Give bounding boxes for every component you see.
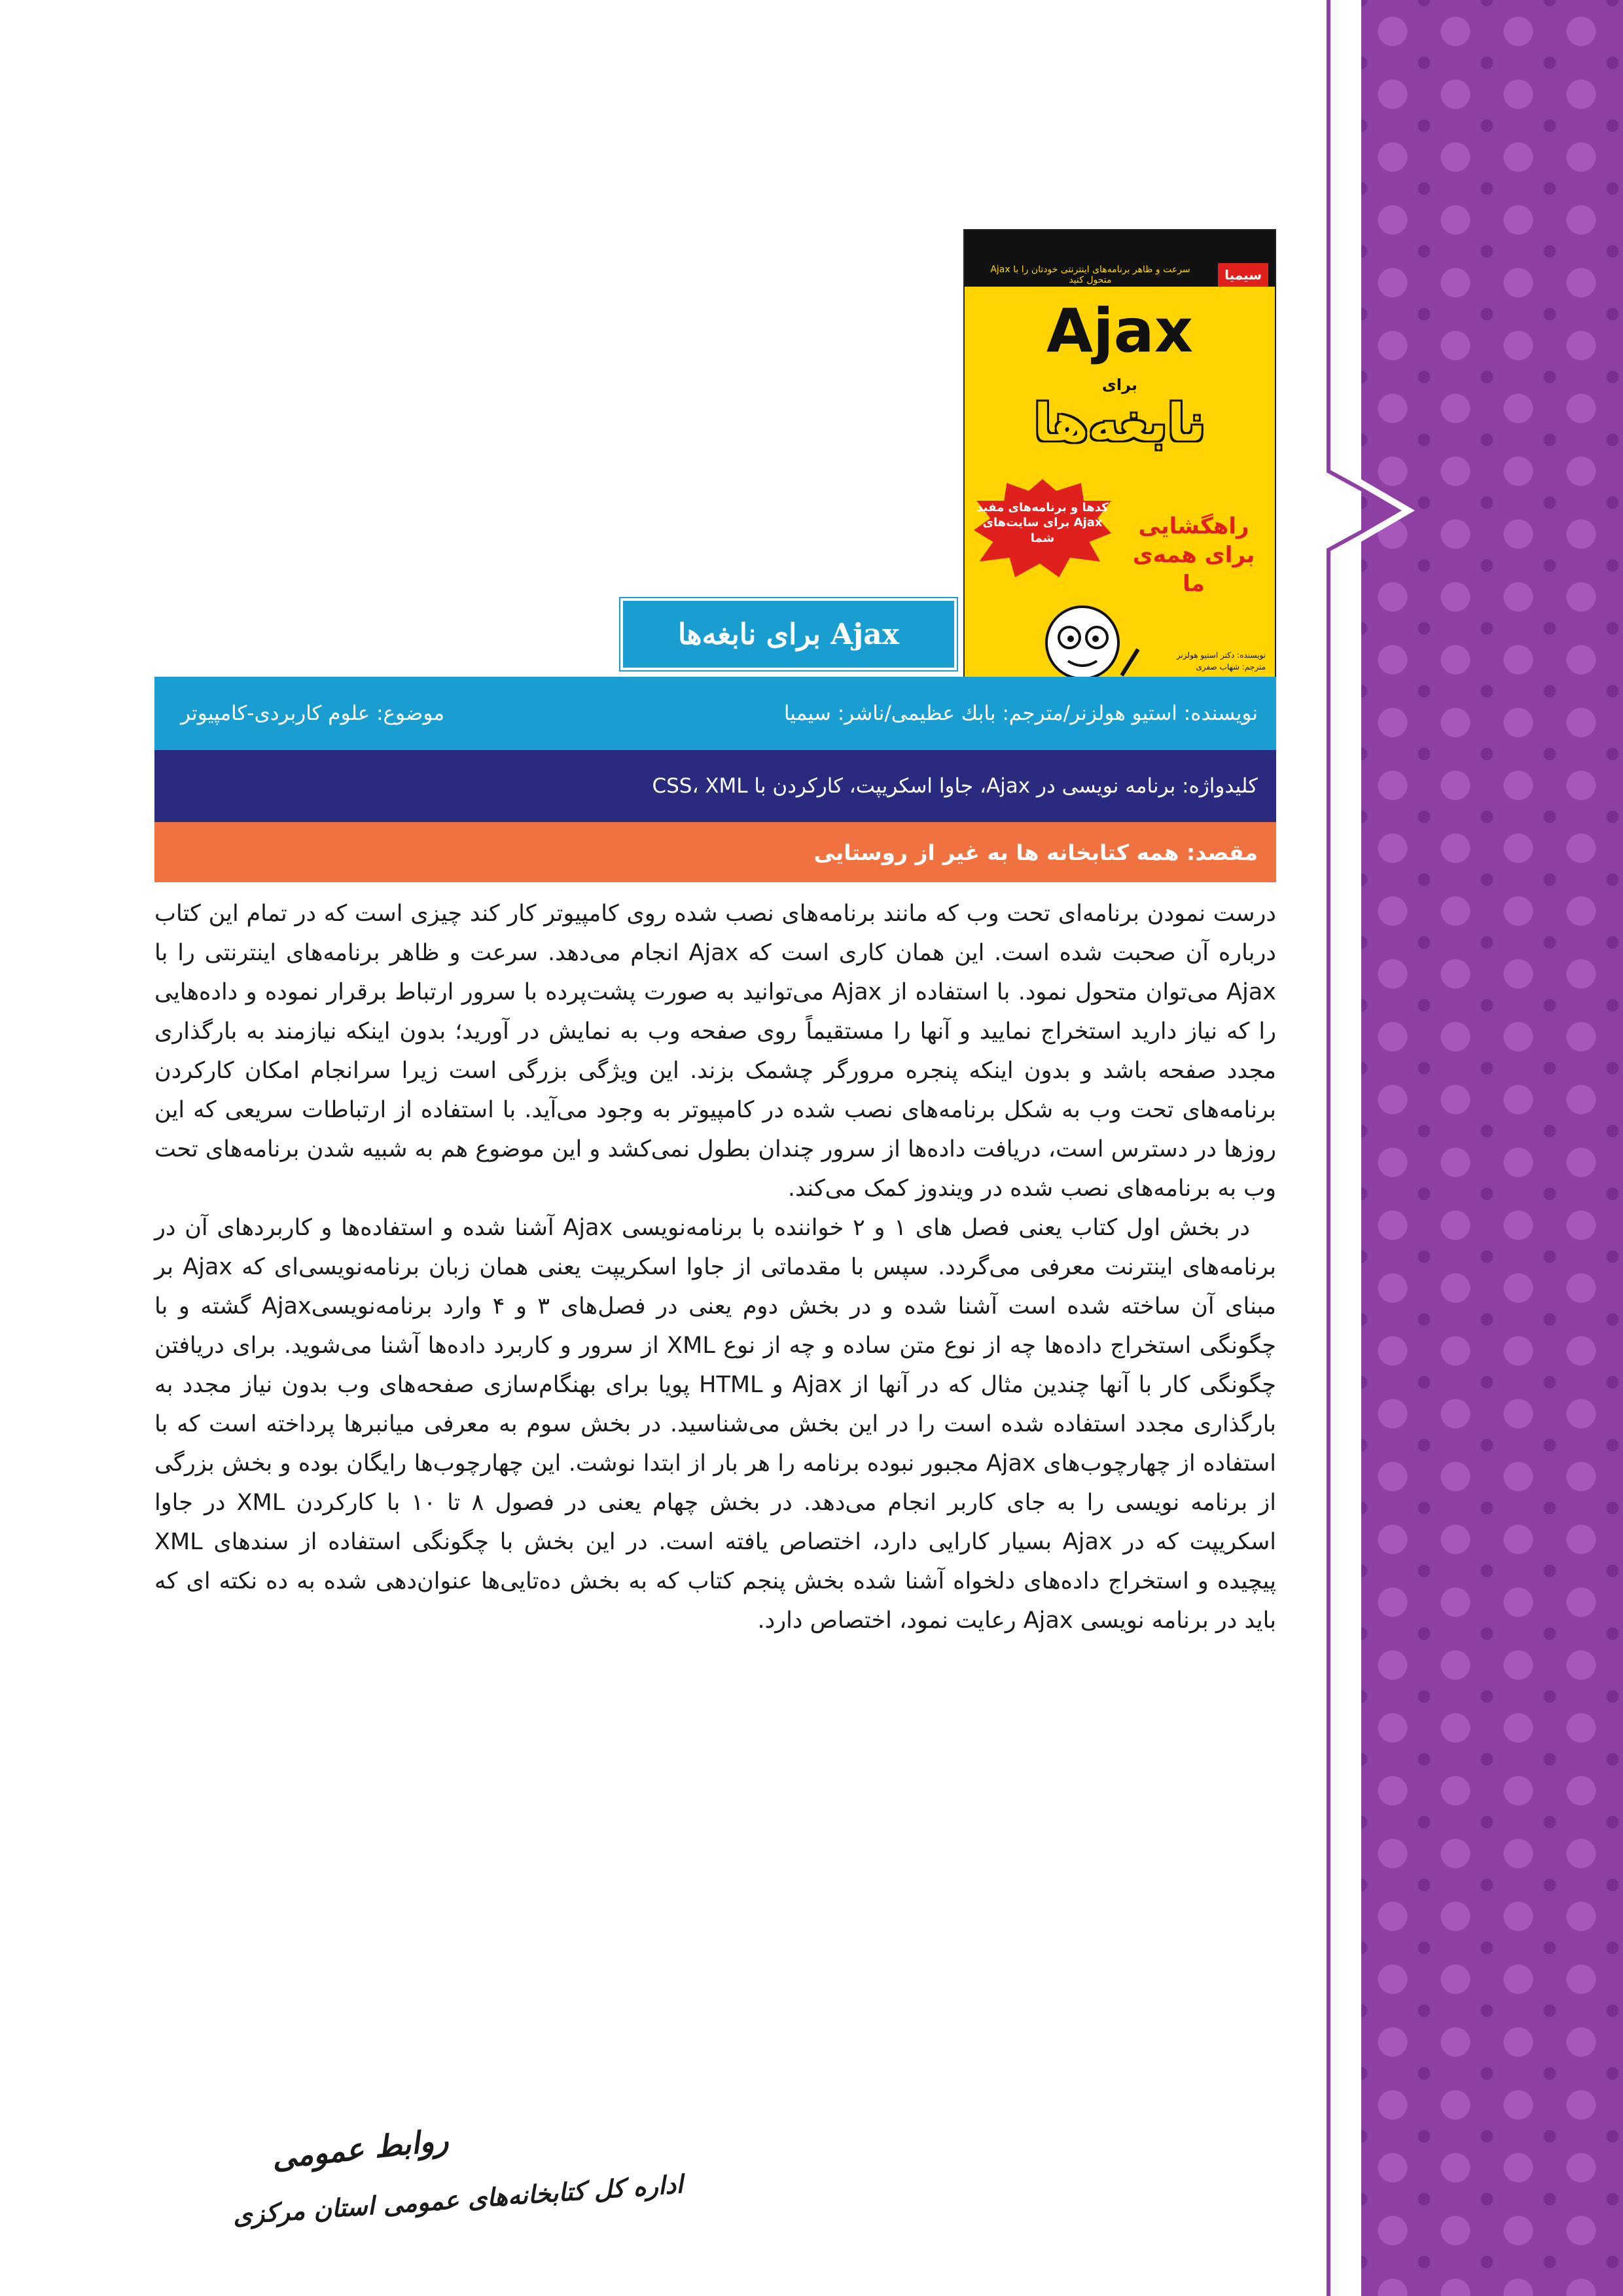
book-title: Ajax برای نابغه‌ها [678, 617, 899, 651]
book-title-box [620, 598, 957, 670]
book-meta-bar [154, 677, 1276, 750]
book-subject: موضوع: علوم کاربردی-کامپیوتر [181, 702, 444, 725]
decorative-side-panel [1361, 0, 1623, 2296]
goal-text: مقصد: همه کتابخانه ها به غیر از روستایی [813, 839, 1258, 865]
goal-bar [154, 822, 1276, 882]
signature-title: روابط عمومی [270, 2122, 450, 2176]
book-credits: نویسنده: استیو هولزنر/مترجم: بابك عظیمی/ناشر: سیمیا [783, 702, 1258, 725]
book-description [154, 894, 1276, 1640]
cover-author: نویسنده: دکتر استیو هولزنر [1176, 651, 1266, 660]
cover-credits [1177, 649, 1266, 673]
cover-translator: مترجم: شهاب صفری [1196, 662, 1266, 672]
description-paragraph: در بخش اول کتاب یعنی فصل های ۱ و ۲ خواننده با برنامه‌نویسی Ajax آشنا شده و استفاده‌ها و کاربردهای آن در برنامه‌های اینترنت معرفی می‌گردد. سپس با مقدماتی از جاوا اسکریپت یعنی همان زبان برنامه‌نویسی‌ای که Ajax بر مبنای آن ساخته شده است آشنا شده و در بخش دوم یعنی در فصل‌های ۳ و ۴ وارد برنامه‌نویسیAjax گشته و با چگونگی استخراج داده‌ها چه از نوع متن ساده و چه از نوع XML از سرور و کاربرد داده‌ها آشنا می‌شوید. برای دریافتن چگونگی کار با آنها چندین مثال که در آنها از Ajax و HTML پویا برای بهنگام‌سازی صفحه‌های وب بدون نیاز مجدد به بارگذاری مجدد استفاده شده است را در این بخش می‌شناسید. در بخش سوم به معرفی میانبرها پرداخته است که با استفاده از چهارچوب‌های Ajax مجبور نبوده برنامه را هر بار از ابتدا نوشت. این چهارچوب‌ها رایگان بوده و بخش بزرگی از برنامه نویسی را به جای کاربر انجام می‌دهد. در بخش چهام یعنی در فصول ۸ تا ۱۰ با کارکردن XML در جاوا اسکریپت که در Ajax بسیار کارایی دارد، اختصاص یافته است. در این بخش با چگونگی استفاده از سندهای XML پیچیده و استخراج داده‌های دلخواه آشنا شده بخش پنجم کتاب که به بخش ده‌تایی‌ها عنوان‌دهی شده به ده نکته ای که باید در برنامه نویسی Ajax رعایت نمود، اختصاص دارد. [154, 1215, 1277, 1634]
cover-for-label: برای [1101, 376, 1138, 394]
signature-organization: اداره کل کتابخانه‌های عمومی استان مرکزی [232, 2169, 684, 2230]
cover-title: Ajax [1046, 296, 1194, 366]
public-relations-signature [232, 2122, 684, 2249]
cover-burst-text: کدها و برنامه‌های مفید Ajax برای سایت‌های شما [976, 501, 1109, 545]
cover-tagline: سرعت و ظاهر برنامه‌های اینترنتی خودتان را با Ajax متحول کنید [990, 264, 1190, 285]
keywords-bar [154, 750, 1276, 822]
description-paragraph: درست نمودن برنامه‌ای تحت وب که مانند برنامه‌های نصب شده روی کامپیوتر کار کند چیزی است که در تمام این کتاب درباره آن صحبت شده است. این همان کاری است که Ajax انجام می‌دهد. سرعت و ظاهر برنامه‌های اینترنتی را با Ajax می‌توان متحول نمود. با استفاده از Ajax می‌توانید به صورت پشت‌پرده با سرور ارتباط برقرار نموده و داده‌هایی را که نیاز دارید استخراج نمایید و آنها را مستقیماً روی صفحه وب به نمایش در آورید؛ بدون اینکه نیازمند به بارگذاری مجدد صفحه باشد و بدون اینکه پنجره مرورگر چشمک بزند. این ویژگی بزرگی است زیرا سرانجام امکان کارکردن برنامه‌های تحت وب به شکل برنامه‌های نصب شده در کامپیوتر به وجود می‌آید. با استفاده از ارتباطات سریعی که این روزها در دسترس است، دریافت داده‌ها از سرور چندان بطول نمی‌کشد و این موضوع هم به شبیه شدن برنامه‌های تحت وب به برنامه‌های نصب شده در ویندوز کمک می‌کند. [154, 901, 1276, 1202]
cover-guide-text: راهگشایی برای همه‌ی ما [1132, 513, 1255, 598]
cartoon-character-icon [1017, 597, 1148, 683]
cover-series-name: نابغه‌ها [1033, 394, 1206, 453]
publisher-logo: سیمیا [1218, 263, 1268, 287]
book-cover-image [963, 229, 1276, 683]
keywords-text: کلیدواژه: برنامه نویسی در Ajax، جاوا اسکریپت، کارکردن با CSS، XML [652, 774, 1258, 798]
